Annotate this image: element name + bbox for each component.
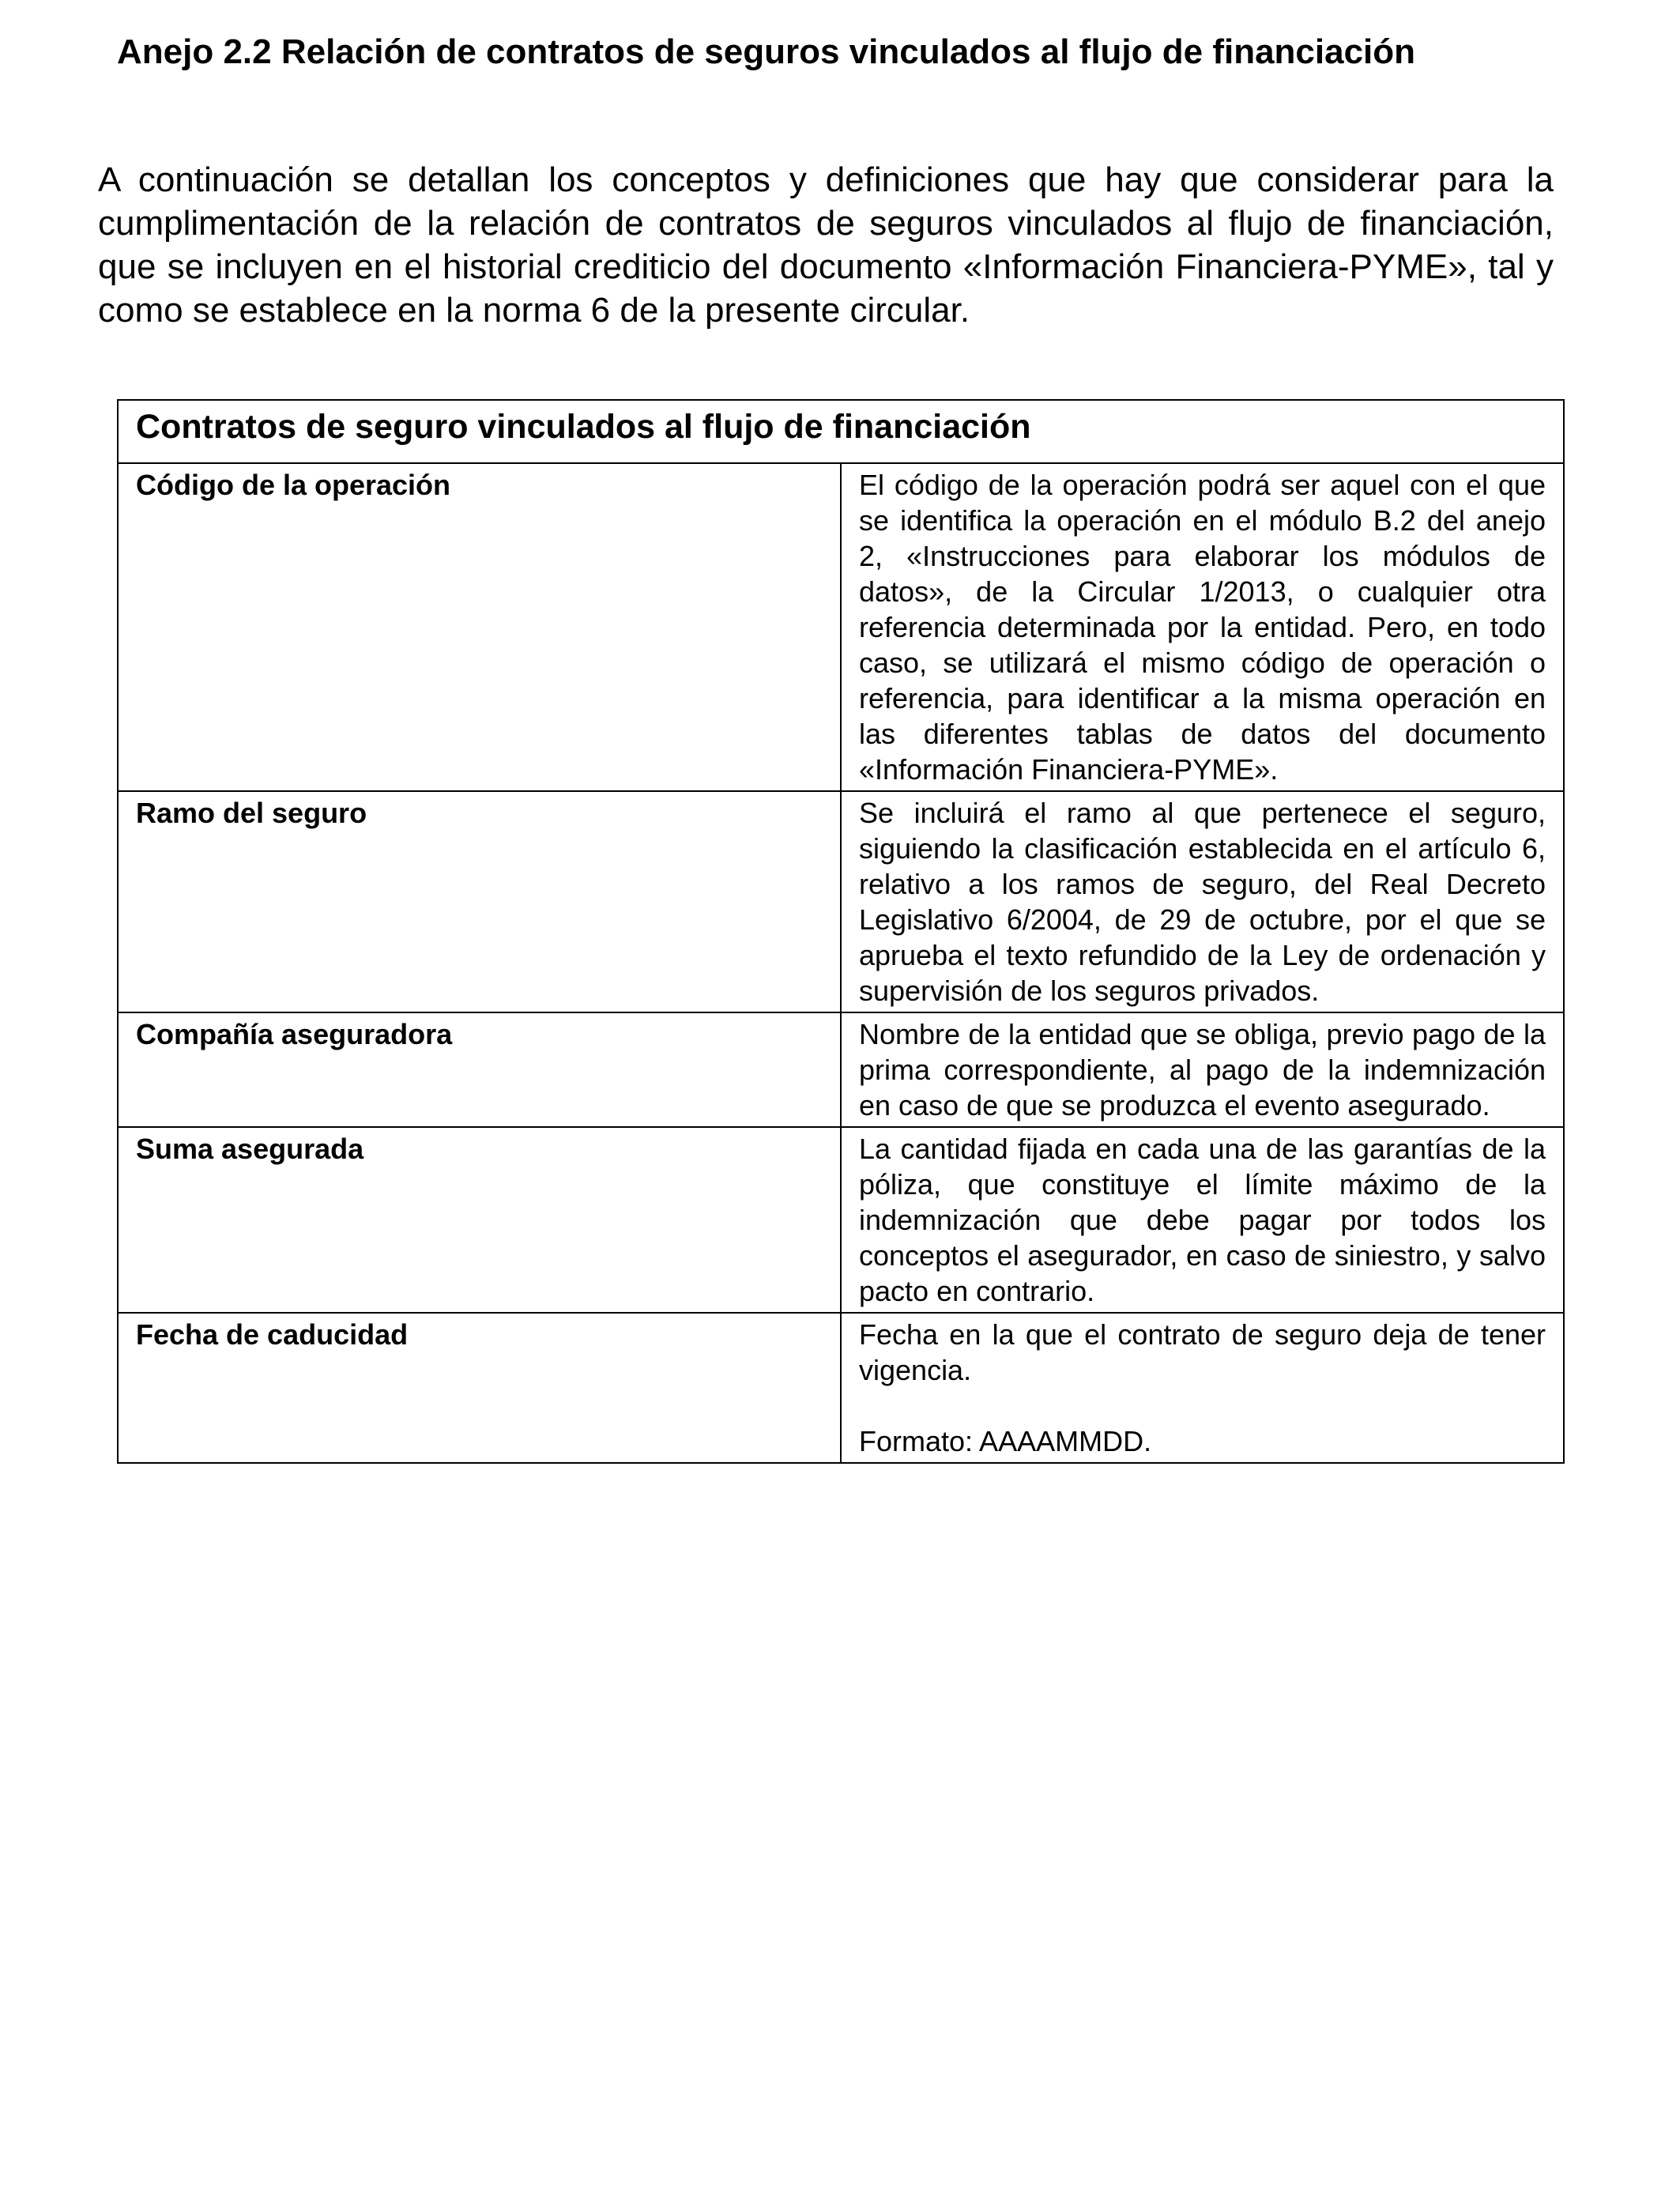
spacer [859,1388,1546,1423]
table-caption-row [118,400,1564,463]
term-cell: Fecha de caducidad [118,1313,841,1463]
intro-paragraph: A continuación se detallan los conceptos y definiciones que hay que considerar para la cumplimentación de la relación de contratos de seguros vinculados al flujo de financiación, que se incluyen en el historial crediticio del documento «Información Financiera-PYME», tal y como se establece en la norma 6 de la presente circular. [98,160,1554,330]
document-title: Anejo 2.2 Relación de contratos de seguros vinculados al flujo de financiación [117,32,1416,71]
description-cell: La cantidad fijada en cada una de las garantías de la póliza, que constituye el límite máximo de la indemnización que debe pagar por todos los conceptos el asegurador, en caso de siniestro, y salvo pacto en contrario. [841,1127,1564,1313]
table-caption: Contratos de seguro vinculados al flujo de financiación [118,400,1564,463]
description-cell: Se incluirá el ramo al que pertenece el seguro, siguiendo la clasificación establecida en el artículo 6, relativo a los ramos de seguro, del Real Decreto Legislativo 6/2004, de 29 de octubre, por el que se aprueba el texto refundido de la Ley de ordenación y supervisión de los seguros privados. [841,791,1564,1012]
description-text: Fecha en la que el contrato de seguro deja de tener vigencia. [859,1318,1546,1386]
table-row [118,1127,1564,1313]
format-note: Formato: AAAAMMDD. [859,1425,1152,1457]
definitions-table [117,399,1565,1464]
description-cell: El código de la operación podrá ser aquel con el que se identifica la operación en el módulo B.2 del anejo 2, «Instrucciones para elaborar los módulos de datos», de la Circular 1/2013, o cualquier otra referencia determinada por la entidad. Pero, en todo caso, se utilizará el mismo código de operación o referencia, para identificar a la misma operación en las diferentes tablas de datos del documento «Información Financiera-PYME». [841,463,1564,791]
table-row [118,791,1564,1012]
table-row [118,1012,1564,1127]
table-row [118,1313,1564,1463]
term-cell: Ramo del seguro [118,791,841,1012]
description-cell [841,1313,1564,1463]
description-cell: Nombre de la entidad que se obliga, previo pago de la prima correspondiente, al pago de la indemnización en caso de que se produzca el evento asegurado. [841,1012,1564,1127]
term-cell: Código de la operación [118,463,841,791]
term-cell: Compañía aseguradora [118,1012,841,1127]
table-row [118,463,1564,791]
term-cell: Suma asegurada [118,1127,841,1313]
